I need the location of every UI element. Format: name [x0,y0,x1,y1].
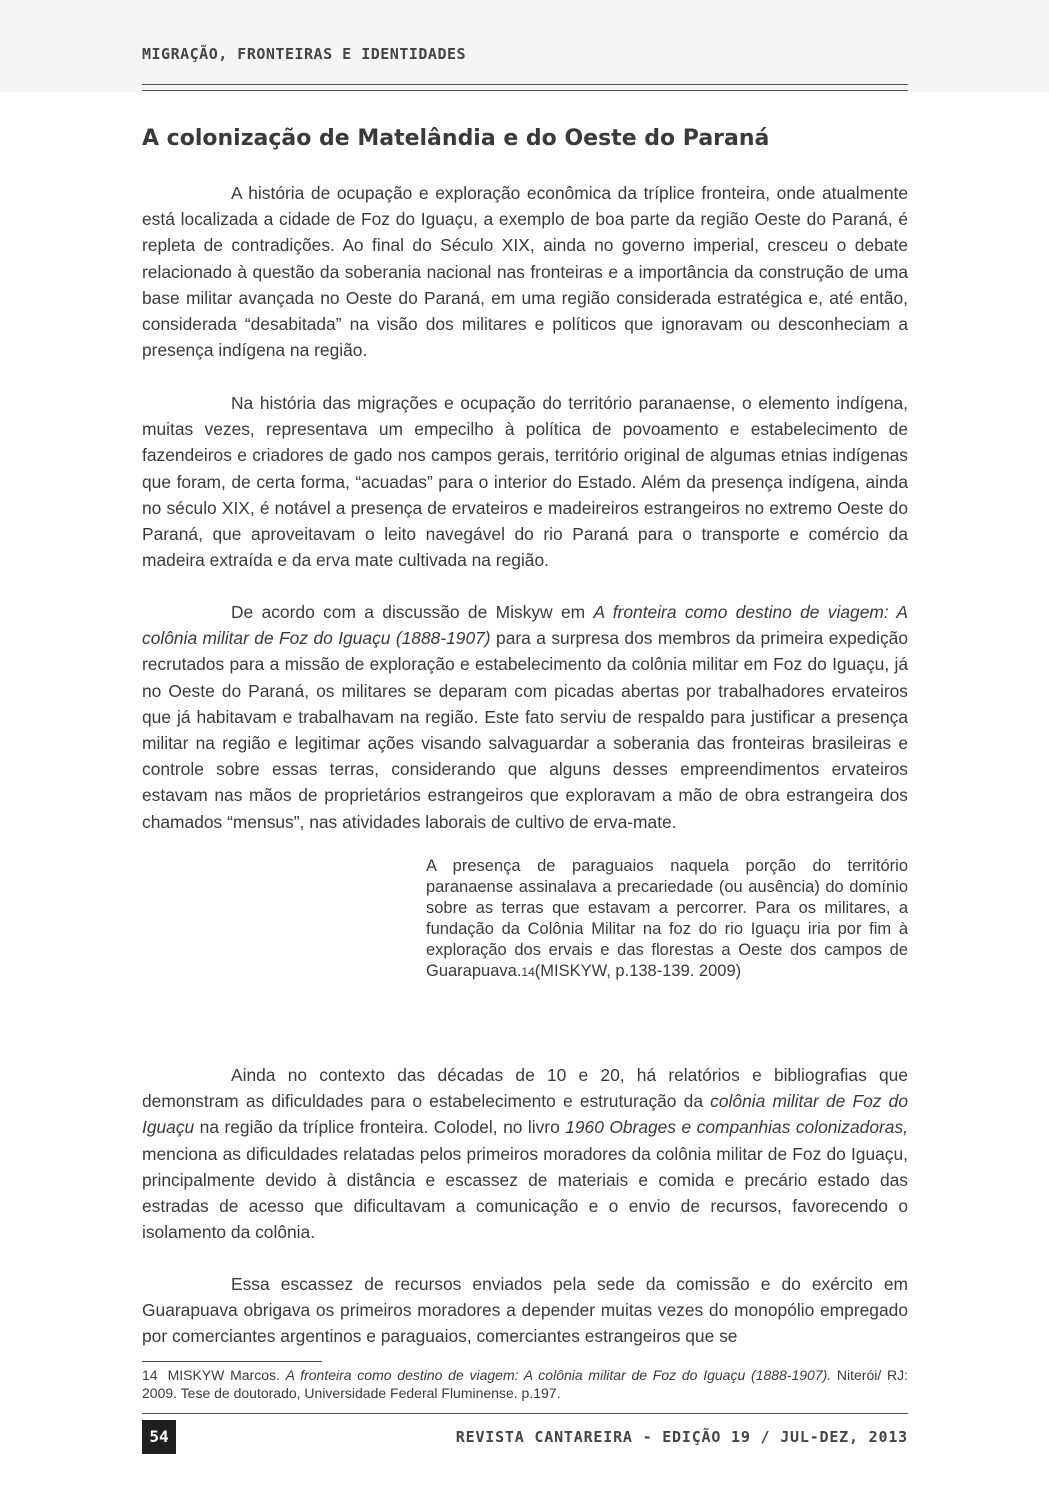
footnote-author: MISKYW Marcos. [167,1367,286,1383]
footnote-work-title: A fronteira como destino de viagem: A colônia militar de Foz do Iguaçu (1888-1907). [285,1367,832,1383]
running-foot: REVISTA CANTAREIRA - EDIÇÃO 19 / JUL-DEZ, 2013 [455,1428,908,1446]
paragraph-3-text-b: para a surpresa dos membros da primeira expedição recrutados para a missão de exploração e estabelecimento da colônia militar em Foz do Iguaçu, já no Oeste do Paraná, os militares se deparam com picadas abertas por trabalhadores ervateiros que já habitavam e trabalhavam na região. Este fato serviu de respaldo para justificar a presença militar na região e legitimar ações visando salvaguardar a soberania das fronteiras brasileiras e controle sobre essas terras, considerando que alguns desses empreendimentos ervateiros estavam nas mãos de proprietários estrangeiros que exploravam a mão de obra estrangeira dos chamados “mensus”, nas atividades laborais de cultivo de erva-mate. [142,628,908,832]
block-quote [426,856,908,983]
footer-rule [142,1413,908,1414]
footnote-number: 14 [142,1367,158,1383]
paragraph-5: Essa escassez de recursos enviados pela sede da comissão e do exército em Guarapuava obrigava os primeiros moradores a depender muitas vezes do monopólio empregado por comerciantes argentinos e paraguaios, comerciantes estrangeiros que se [142,1274,908,1347]
paragraph-3-text-a: De acordo com a discussão de Miskyw em [231,602,594,622]
paragraph-3-work-title: A fronteira como destino de viagem: A colônia militar de Foz do Iguaçu (1888-1907) [142,602,908,649]
footnote-rule [142,1361,322,1362]
paragraph-4-book-title: 1960 Obrages e companhias colonizadoras, [565,1117,908,1138]
paragraph-2: Na história das migrações e ocupação do território paranaense, o elemento indígena, muitas vezes, representava um empecilho à política de povoamento e estabelecimento de fazendeiros e criadores de gado nos campos gerais, território original de algumas etnias indígenas que foram, de certa forma, “acuadas” para o interior do Estado. Além da presença indígena, ainda no século XIX, é notável a presença de ervateiros e madeireiros estrangeiros no extremo Oeste do Paraná, que aproveitavam o leito navegável do rio Paraná para o transporte e comércio da madeira extraída e da erva mate cultivada na região. [142,393,908,571]
footnote-details: Niterói/ RJ: 2009. Tese de doutorado, Universidade Federal Fluminense. p.197. [142,1367,908,1401]
block-quote-citation: (MISKYW, p.138-139. 2009) [534,962,742,980]
page-number: 54 [142,1420,176,1454]
header-rule [142,84,908,91]
paragraph-4-text-c: menciona as dificuldades relatadas pelos primeiros moradores da colônia militar de Foz do Iguaçu, principalmente devido à distância e escassez de materiais e comida e precário estado das estradas de acesso que dificultavam a comunicação e o envio de recursos, favorecendo o isolamento da colônia. [142,1143,908,1243]
paragraph-4-text-b: na região da tríplice fronteira. Colodel, no livro [194,1117,566,1138]
footnote-reference[interactable]: 14 [521,965,535,979]
paragraph-1: A história de ocupação e exploração econômica da tríplice fronteira, onde atualmente está localizada a cidade de Foz do Iguaçu, a exemplo de boa parte da região Oeste do Paraná, é repleta de contradições. Ao final do Século XIX, ainda no governo imperial, cresceu o debate relacionado à questão da soberania nacional nas fronteiras e a importância da construção de uma base militar avançada no Oeste do Paraná, em uma região considerada estratégica e, até então, considerada “desabitada” na visão dos militares e políticos que ignoravam ou desconheciam a presença indígena na região. [142,183,908,361]
paragraph-4-text-a: Ainda no contexto das décadas de 10 e 20, há relatórios e bibliografias que demonstram as dificuldades para o estabelecimento e estruturação da [142,1065,908,1112]
paragraph-4 [142,1062,908,1245]
paragraph-4-italic-a: colônia militar de Foz do Iguaçu [142,1091,908,1138]
paragraph-3 [142,599,908,835]
running-head: MIGRAÇÃO, FRONTEIRAS E IDENTIDADES [142,45,467,63]
block-quote-text: A presença de paraguaios naquela porção do território paranaense assinalava a precariedade (ou ausência) do domínio sobre as terras que estavam a percorrer. Para os militares, a fundação da Colônia Militar na foz do rio Iguaçu iria por fim à exploração dos ervais e das florestas a Oeste dos campos de Guarapuava. [426,857,908,980]
footnote [142,1366,908,1402]
article-title: A colonização de Matelândia e do Oeste do Paraná [142,126,770,151]
